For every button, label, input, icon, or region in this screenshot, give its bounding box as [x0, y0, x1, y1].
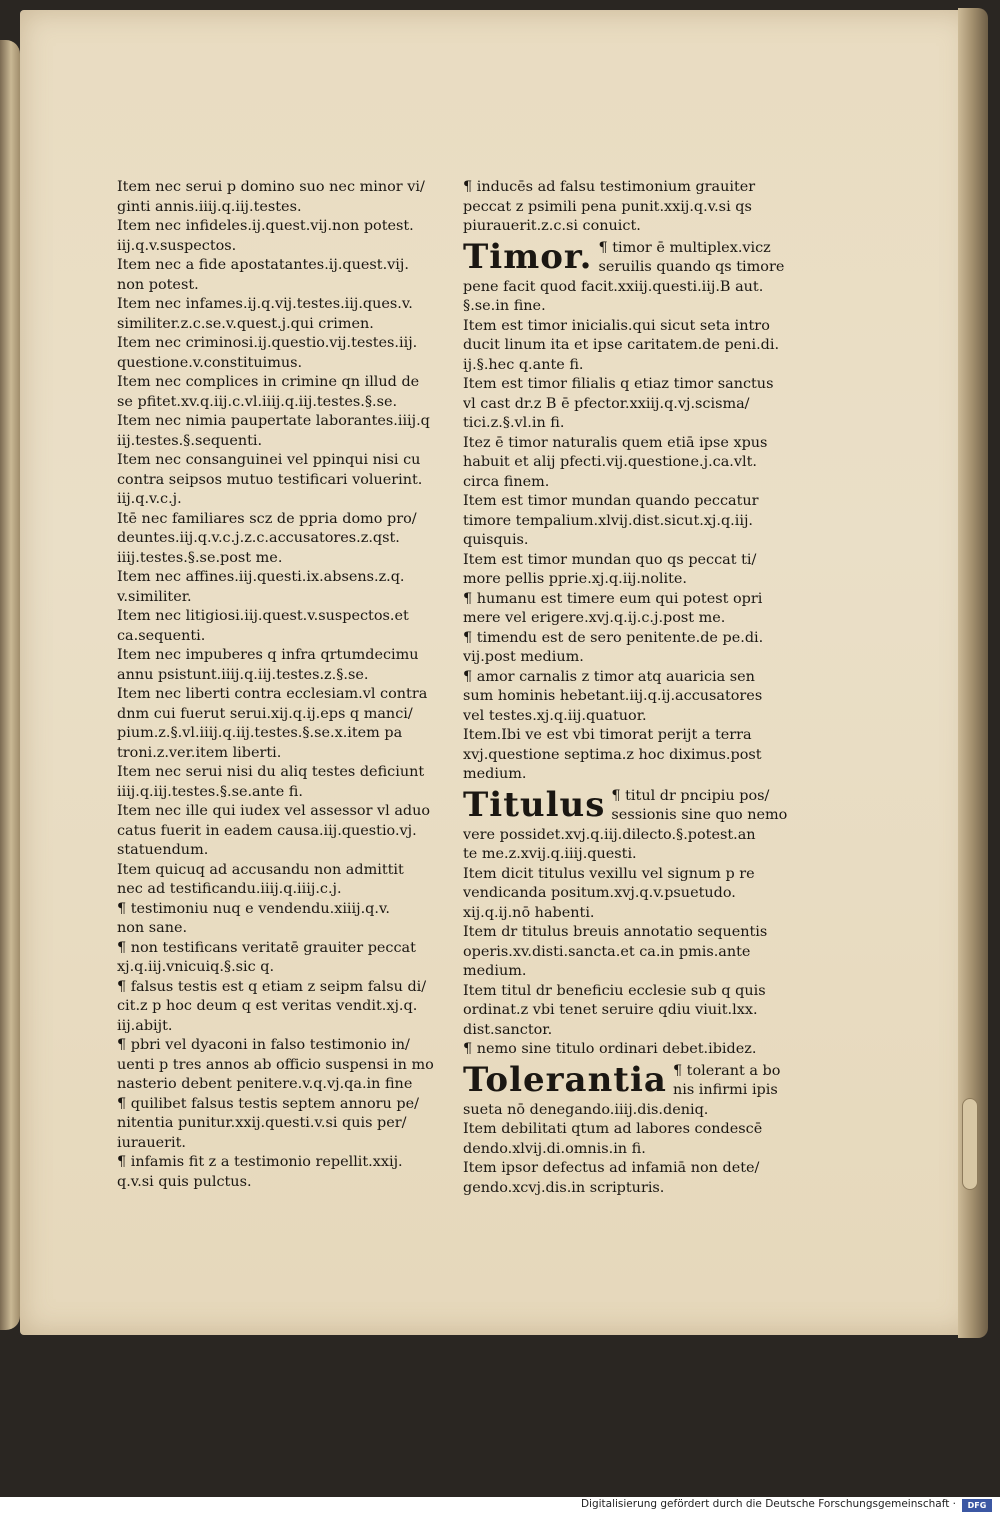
text-line: pene facit quod facit.xxiij.questi.iij.B aut. — [463, 278, 764, 295]
text-line: nasterio debent penitere.v.q.vj.qa.in fine — [117, 1076, 413, 1092]
text-line: cit.z p hoc deum q est veritas vendit.xj.q. — [117, 998, 418, 1014]
text-line: Item.Ibi ve est vbi timorat perijt a terra — [463, 727, 752, 743]
text-line: Item nec serui p domino suo nec minor vi/ — [117, 179, 425, 195]
text-line: ¶ amor carnalis z timor atq auaricia sen — [463, 668, 755, 685]
heading-word-timor: Timor. — [463, 236, 593, 277]
text-line: vere possidet.xvj.q.iij.dilecto.§.potest.an — [463, 826, 756, 843]
text-line: iiij.q.iij.testes.§.se.ante fi. — [117, 783, 303, 800]
text-line: ¶ inducēs ad falsu testimonium grauiter — [463, 179, 756, 195]
heading-tolerantia — [463, 1060, 798, 1101]
text-line: ij.§.hec q.ante fi. — [463, 356, 584, 373]
text-line: Item nec serui nisi du aliq testes deficiunt — [117, 764, 425, 780]
text-line: circa finem. — [463, 473, 550, 490]
text-line: ¶ humanu est timere eum qui potest opri — [463, 590, 763, 607]
text-line: Itē nec familiares scz de ppria domo pro/ — [117, 510, 417, 527]
text-line: troni.z.ver.item liberti. — [117, 744, 282, 761]
text-line: ¶ nemo sine titulo ordinari debet.ibidez. — [463, 1041, 757, 1057]
text-line: piurauerit.z.c.si conuict. — [463, 218, 641, 234]
text-line: Item est timor inicialis.qui sicut seta intro — [463, 317, 770, 334]
text-line: Item est timor filialis q etiaz timor sanctus — [463, 376, 774, 392]
text-line: non sane. — [117, 920, 188, 936]
text-line: iurauerit. — [117, 1134, 186, 1151]
text-line: v.similiter. — [117, 588, 192, 605]
heading-tolerantia-line: ¶ tolerant a bo — [672, 1062, 781, 1079]
dfg-logo: DFG — [962, 1499, 992, 1512]
heading-timor-line: ¶ timor ē multiplex.vicz — [598, 239, 771, 256]
text-line: Item nec litigiosi.iij.quest.v.suspectos.et — [117, 608, 409, 624]
text-line: xvj.questione septima.z hoc diximus.post — [463, 746, 762, 763]
text-line: nec ad testificandu.iiij.q.iiij.c.j. — [117, 881, 342, 897]
text-line: se pfitet.xv.q.iij.c.vl.iiij.q.iij.testes.§.se. — [117, 393, 398, 410]
text-line: Item nec impuberes q infra qrtumdecimu — [117, 647, 419, 663]
text-line: pium.z.§.vl.iiij.q.iij.testes.§.se.x.item pa — [117, 725, 403, 741]
text-line: Item ipsor defectus ad infamiā non dete/ — [463, 1160, 760, 1176]
text-line: nitentia punitur.xxij.questi.v.si quis per/ — [117, 1115, 407, 1131]
text-line: vel testes.xj.q.iij.quatuor. — [463, 707, 647, 724]
text-line: q.v.si quis pulctus. — [117, 1173, 252, 1190]
text-line: contra seipsos mutuo testificari voluerint. — [117, 471, 423, 488]
text-line: Item nec liberti contra ecclesiam.vl contra — [117, 686, 428, 702]
text-line: more pellis pprie.xj.q.iij.nolite. — [463, 571, 687, 587]
text-line: Item nec criminosi.ij.questio.vij.testes.iij. — [117, 335, 418, 351]
text-line: deuntes.iij.q.v.c.j.z.c.accusatores.z.qst. — [117, 530, 400, 546]
text-line: Item nec nimia paupertate laborantes.iiij.q — [117, 413, 430, 429]
text-line: vij.post medium. — [463, 649, 584, 665]
text-line: similiter.z.c.se.v.quest.j.qui crimen. — [117, 315, 374, 332]
text-line: Item est timor mundan quando peccatur — [463, 493, 759, 509]
heading-word-titulus: Titulus — [463, 784, 606, 825]
text-line: Item titul dr beneficiu ecclesie sub q quis — [463, 982, 766, 999]
heading-word-tolerantia: Tolerantia — [463, 1059, 667, 1100]
text-line: catus fuerit in eadem causa.iij.questio.vj. — [117, 822, 417, 839]
text-line: questione.v.constituimus. — [117, 354, 303, 371]
text-line: ¶ testimoniu nuq e vendendu.xiiij.q.v. — [117, 900, 390, 917]
text-line: ¶ pbri vel dyaconi in falso testimonio in/ — [117, 1037, 410, 1053]
left-text-column — [117, 178, 457, 1192]
text-line: te me.z.xvij.q.iiij.questi. — [463, 846, 637, 862]
text-line: ¶ falsus testis est q etiam z seipm falsu di/ — [117, 978, 427, 995]
left-page-edge — [0, 40, 20, 1330]
text-line: iij.testes.§.sequenti. — [117, 432, 263, 449]
footer-bar — [0, 1497, 1000, 1515]
heading-titulus — [463, 785, 798, 826]
text-line: dendo.xlvij.di.omnis.in fi. — [463, 1140, 646, 1157]
text-line: ¶ quilibet falsus testis septem annoru pe/ — [117, 1095, 419, 1112]
heading-titulus-line: ¶ titul dr pncipiu pos/ — [611, 787, 770, 804]
text-line: Item nec infames.ij.q.vij.testes.iij.ques.v. — [117, 296, 413, 312]
text-line: medium. — [463, 766, 527, 782]
text-line: iij.q.v.c.j. — [117, 491, 182, 507]
text-line: quisquis. — [463, 532, 529, 548]
heading-tolerantia-line: nis infirmi ipis — [672, 1082, 778, 1098]
text-line: ¶ non testificans veritatē grauiter peccat — [117, 939, 416, 956]
text-line: xij.q.ij.nō habenti. — [463, 904, 595, 921]
text-line: habuit et alij pfecti.vij.questione.j.ca.vlt. — [463, 454, 757, 470]
text-line: vl cast dr.z B ē pfector.xxiij.q.vj.scisma/ — [463, 395, 750, 412]
text-line: gendo.xcvj.dis.in scripturis. — [463, 1179, 665, 1196]
text-line: peccat z psimili pena punit.xxij.q.v.si qs — [463, 198, 752, 215]
text-line: dist.sanctor. — [463, 1021, 553, 1038]
heading-timor — [463, 237, 798, 278]
text-line: Item est timor mundan quo qs peccat ti/ — [463, 551, 757, 568]
text-line: iiij.testes.§.se.post me. — [117, 549, 283, 566]
text-line: vendicanda positum.xvj.q.v.psuetudo. — [463, 885, 736, 901]
text-line: Item dicit titulus vexillu vel signum p re — [463, 865, 755, 882]
text-line: Item debilitati qtum ad labores condescē — [463, 1121, 763, 1137]
heading-titulus-line: sessionis sine quo nemo — [611, 807, 788, 823]
page-right-edge — [958, 8, 988, 1338]
text-line: ¶ timendu est de sero penitente.de pe.di. — [463, 629, 764, 646]
text-line: Item nec infideles.ij.quest.vij.non potest. — [117, 218, 414, 234]
text-line: mere vel erigere.xvj.q.ij.c.j.post me. — [463, 610, 726, 626]
text-line: dnm cui fuerut serui.xij.q.ij.eps q manci/ — [117, 705, 413, 722]
text-line: tici.z.§.vl.in fi. — [463, 415, 565, 431]
text-line: Item nec consanguinei vel ppinqui nisi cu — [117, 452, 421, 468]
text-line: iij.q.v.suspectos. — [117, 237, 237, 254]
text-line: iij.abijt. — [117, 1017, 173, 1034]
digitization-credit: Digitalisierung gefördert durch die Deutsche Forschungsgemeinschaft · — [580, 1498, 956, 1510]
text-line: sum hominis hebetant.iij.q.ij.accusatores — [463, 688, 763, 704]
text-line: ducit linum ita et ipse caritatem.de peni.di. — [463, 337, 780, 353]
text-line: non potest. — [117, 276, 199, 293]
text-line: medium. — [463, 963, 527, 979]
text-line: sueta nō denegando.iiij.dis.deniq. — [463, 1101, 709, 1118]
text-line: ¶ infamis fit z a testimonio repellit.xxij. — [117, 1154, 403, 1170]
text-line: §.se.in fine. — [463, 298, 546, 314]
text-line: ginti annis.iiij.q.iij.testes. — [117, 198, 302, 215]
text-line: Itez ē timor naturalis quem etiā ipse xpus — [463, 434, 768, 451]
right-text-column — [463, 178, 798, 1198]
heading-timor-line: seruilis quando qs timore — [598, 259, 785, 275]
text-line: annu psistunt.iiij.q.iij.testes.z.§.se. — [117, 666, 369, 683]
text-line: uenti p tres annos ab officio suspensi in mo — [117, 1056, 434, 1073]
text-line: ca.sequenti. — [117, 627, 206, 644]
text-line: timore tempalium.xlvij.dist.sicut.xj.q.iij. — [463, 512, 753, 529]
text-line: Item nec ille qui iudex vel assessor vl aduo — [117, 803, 431, 819]
text-line: Item nec affines.iij.questi.ix.absens.z.q. — [117, 569, 405, 585]
text-line: Item dr titulus breuis annotatio sequentis — [463, 924, 768, 940]
text-line: Item quicuq ad accusandu non admittit — [117, 861, 404, 878]
text-line: statuendum. — [117, 842, 209, 858]
text-line: ordinat.z vbi tenet seruire qdiu viuit.lxx. — [463, 1002, 758, 1018]
text-line: Item nec complices in crimine qn illud de — [117, 374, 420, 390]
text-line: xj.q.iij.vnicuiq.§.sic q. — [117, 959, 275, 975]
text-line: operis.xv.disti.sancta.et ca.in pmis.ante — [463, 943, 751, 960]
text-line: Item nec a fide apostatantes.ij.quest.vij. — [117, 257, 409, 273]
